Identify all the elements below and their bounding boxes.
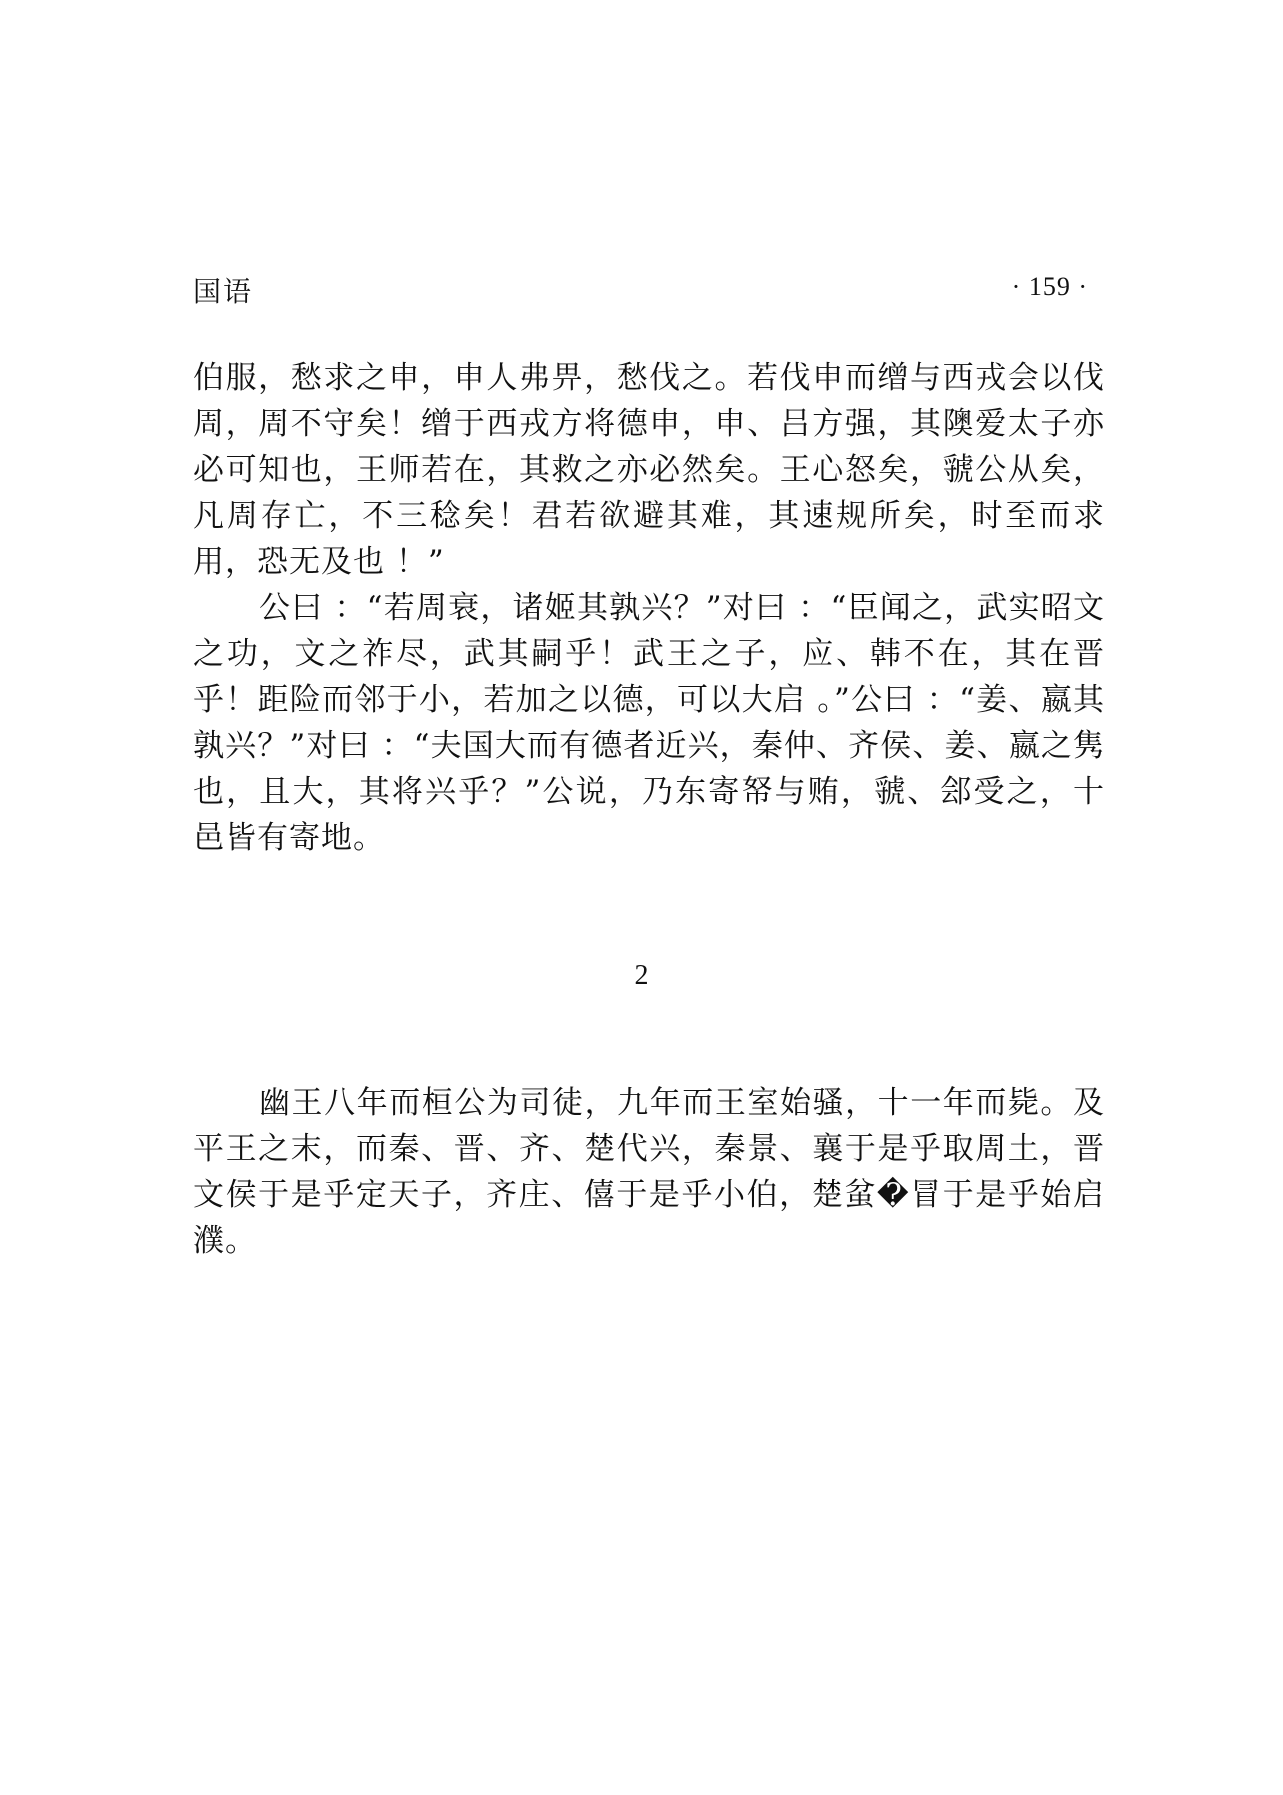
paragraph: 幽王八年而桓公为司徒，九年而王室始骚，十一年而毙。及平王之末，而秦、晋、齐、楚代兴，秦景、襄于是乎取周土，晋文侯于是乎定天子，齐庄、僖于是乎小伯，楚蚠�冒于是乎始启濮。 <box>193 1085 1105 1259</box>
section-two <box>193 1080 1105 1264</box>
paragraph: 伯服，愁求之申，申人弗畀，愁伐之。若伐申而缯与西戎会以伐周，周不守矣！缯于西戎方将德申，申、吕方强，其隩爱太子亦必可知也，王师若在，其救之亦必然矣。王心怒矣，虢公从矣，凡周存亡，不三稔矣！君若欲避其难，其速规所矣，时至而求用，恐无及也 ！” <box>193 360 1105 580</box>
section-one <box>193 355 1105 861</box>
page-header <box>193 270 1088 310</box>
page-number: · 159 · <box>1011 272 1088 301</box>
paragraph: 公曰 ：“若周衰，诸姬其孰兴？”对曰 ：“臣闻之，武实昭文之功，文之祚尽，武其嗣乎！武王之子，应、韩不在，其在晋乎！距险而邻于小，若加之以德，可以大启 。”公曰 ：“姜、嬴其孰兴？”对曰 ：“夫国大而有德者近兴，秦仲、齐侯、姜、嬴之隽也，且大，其将兴乎？”公说，乃东寄帑与贿，虢、郐受之，十邑皆有寄地。 <box>193 590 1105 856</box>
section-number: 2 <box>634 960 649 991</box>
book-title: 国语 <box>193 275 254 308</box>
